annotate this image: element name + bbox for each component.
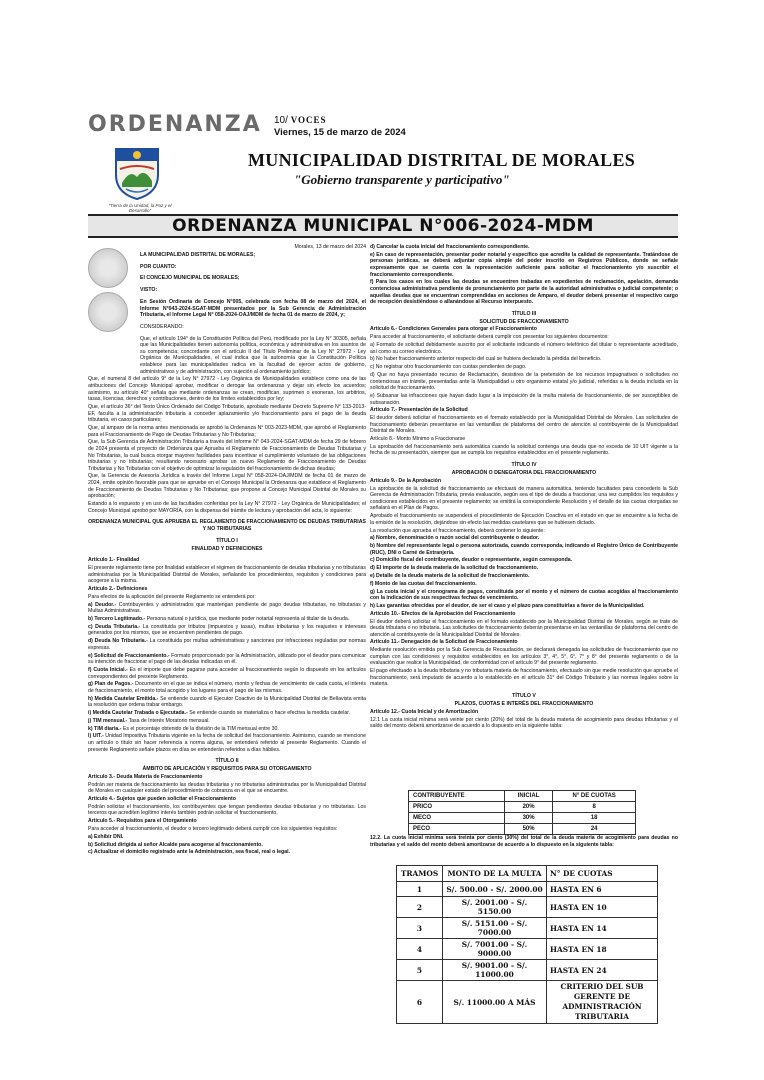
definition-item xyxy=(88,616,366,623)
art4-text: Podrán solicitar el fraccionamiento, los contribuyentes que tengan pendientes deudas tributarias y no tributarias. Los terceros que acrediten legítimo interés también podrán solicitar el fraccionamiento. xyxy=(88,803,366,817)
definition-item xyxy=(88,653,366,666)
right-column xyxy=(370,244,678,731)
art6-item: b) No haber fraccionamiento anterior respecto del cual se hubiera declarado la pérdida del beneficio. xyxy=(370,356,602,363)
publication-name: VOCES xyxy=(290,115,327,125)
definition-term: b) Tercero Legitimado.- xyxy=(88,616,146,623)
considerando-6: Que, la Gerencia de Asesoría Jurídica a través del Informe Legal N° 058-2024-OAJ/MDM de fecha 01 de marzo de 2024, emite opinión favorable para que se apruebe en el Concejo Municipal la Ordenanza que establece el Reglamento de Fraccionamiento de Deudas Tributarias y No Tributarias; que propone al Concejo Municipal Distrital de Morales su aprobación; xyxy=(88,473,366,500)
ordinance-heading: ORDENANZA MUNICIPAL QUE APRUEBA EL REGLAMENTO DE FRACCIONAMIENTO DE DEUDAS TRIBUTARIAS Y NO TRIBUTARIAS xyxy=(88,519,366,532)
table-cell: S/. 7001.00 - S/. 9000.00 xyxy=(443,939,547,960)
art12-title: Artículo 12.- Cuota Inicial y de Amortización xyxy=(370,708,479,715)
considerando-1: Que, el artículo 194° de la Constitución Política del Perú, modificado por la Ley N° 30305, señala que las Municipalidades tienen autonomía política, económica y administrativa en los asuntos de su competencia; concordante con el artículo II del Título Preliminar de la Ley N° 27972 - Ley Orgánica de Municipalidades, el cual indica que la autonomía que la Constitución Política establece para las municipalidades radica en la facultad de ejercer actos de gobierno, administrativos y de administración, con sujeción al ordenamiento jurídico; xyxy=(140,335,366,375)
art9-item: b) Nombre del representante legal o persona autorizada, cuando corresponda, indicando el Registro Único de Contribuyente (RUC), DNI o Carné de Extranjería. xyxy=(370,543,678,556)
definition-text: Se entiende cuando se materializa o hace efectiva la medida cautelar. xyxy=(189,710,351,717)
definition-item xyxy=(88,726,366,733)
art9-item: c) Domicilio fiscal del contribuyente, deudor o representante, según corresponda. xyxy=(370,557,573,564)
table-row xyxy=(397,882,658,897)
municipality-name: MUNICIPALIDAD DISTRITAL DE MORALES xyxy=(248,150,636,170)
definition-term: k) TIM diaria.- xyxy=(88,725,122,732)
art11-text-b: El pago efectuado a la deuda tributaria y no tributaria materia de fraccionamiento, efectuado sin que medie resolución que apruebe el fraccionamiento, será imputado de acuerdo a lo establecido en el artículo 31° del Código Tributario y las normas legales sobre la materia. xyxy=(370,668,678,688)
definition-item xyxy=(88,696,366,709)
definition-term: h) Medida Cautelar Emitida.- xyxy=(88,695,159,702)
art9-item: d) El importe de la deuda materia de la solicitud de fraccionamiento. xyxy=(370,565,539,572)
art6-title: Artículo 6.- Condiciones Generales para otorgar el Fraccionamiento xyxy=(370,326,537,333)
table-cell: S/. 500.00 - S/. 2000.00 xyxy=(443,882,547,897)
titulo-1: TÍTULO I xyxy=(216,537,238,544)
table-row xyxy=(409,813,636,824)
definition-text: Contribuyentes y administrados que mantengan pendiente de pago deudas tributarias, no tributarias y Multas Administrativas. xyxy=(88,601,366,615)
titulo-5-name: PLAZOS, CUOTAS E INTERÉS DEL FRACCIONAMIENTO xyxy=(454,700,594,707)
definition-term: i) Medida Cautelar Trabada o Ejecutada.- xyxy=(88,710,188,717)
art9-text-c: La resolución que aprueba el fraccionamiento, deberá contener lo siguiente: xyxy=(370,527,545,534)
table-cell: 3 xyxy=(397,918,443,939)
art2-intro: Para efectos de la aplicación del presente Reglamento se entenderá por: xyxy=(88,593,256,600)
definition-item xyxy=(88,710,366,717)
table-cell: 50% xyxy=(504,824,552,835)
definition-term: j) TIM mensual.- xyxy=(88,717,128,724)
definition-text: Tasa de Interés Moratorio mensual. xyxy=(128,717,210,724)
definition-text: La constituida por tributos (impuestos y tasas), multas tributarias y los reajustes e intereses generados por los mismos, que se encuentren pendientes de pago. xyxy=(88,623,366,637)
definition-text: Se entiende cuando el Ejecutor Coactivo de la Municipalidad Distrital de Bellavista emita la resolución que ordena trabar embargo. xyxy=(88,695,366,709)
art9-item: f) Monto de las cuotas del fraccionamiento. xyxy=(370,580,477,587)
table-cell: HASTA EN 6 xyxy=(547,882,658,897)
art5-item-e: e) En caso de representación, presentar poder notarial y específico que acredite la calidad de representante. Tratándose de personas jurídicas, se deberá adjuntar copia simple del poder inscrito en Registros Públicos, donde se señale expresamente que se cuenta con la representación suficiente para solicitar el fraccionamiento y/o suscribir el fraccionamiento correspondiente. xyxy=(370,251,678,278)
definition-text: La constituida por multas administrativas y sanciones por infracciones reguladas por normas expresas. xyxy=(88,638,366,651)
table-cell: PRICO xyxy=(409,802,505,813)
art1-title: Artículo 1.- Finalidad xyxy=(88,557,140,564)
ordinance-title-bar xyxy=(88,214,678,238)
titulo-2: TÍTULO II xyxy=(215,758,239,765)
definition-text: Unidad Impositiva Tributaria vigente en la fecha de solicitud del fraccionamiento. Asimismo, cuando se mencione un artículo o título sin hacer referencia a norma alguna, se entenderá referido al presente Reglamento. Cuando el presente Reglamento señale plazos en días se entenderán referidos a días hábiles. xyxy=(88,733,366,753)
table-cell: S/. 2001.00 - S/. 5150.00 xyxy=(443,897,547,918)
table-row xyxy=(397,960,658,981)
table-cell: 20% xyxy=(504,802,552,813)
art8-title: Artículo 8.- Monto Mínimo a Fraccionarse xyxy=(370,436,466,443)
art6-item: c) No registrar otro fraccionamiento con cuotas pendientes de pago. xyxy=(370,364,527,371)
page-number-line xyxy=(274,115,327,126)
art9-title: Artículo 9.- De la Aprobación xyxy=(370,477,442,484)
art6-item: e) Subsanar las infracciones que hayan dado lugar a la imposición de la multa materia de fraccionamiento, de ser susceptibles de subsanación. xyxy=(370,392,678,406)
art7-text: El deudor deberá solicitar el fraccionamiento en el formato establecido por la Municipalidad Distrital de Morales. Las solicitudes de fraccionamiento deberán presentarse en las ventanillas de plataforma del centro de atención al contribuyente de la Municipalidad Distrital de Morales. xyxy=(370,415,678,435)
titulo-1-name: FINALIDAD Y DEFINICIONES xyxy=(191,545,263,552)
section-title: ORDENANZA xyxy=(88,112,262,137)
contribuyente-table xyxy=(408,790,636,835)
table-row xyxy=(409,802,636,813)
table-cell: 8 xyxy=(553,802,636,813)
definition-item xyxy=(88,667,366,680)
definition-text: Documento en el que se indica el número, monto y fechas de vencimiento de cada cuota, el interés de fraccionamiento, el monto total acogido y los lugares para el pago de las mismas. xyxy=(88,681,366,694)
art6-item: d) Que no haya presentado recurso de Reclamación, desistires de la pretensión de los recursos impugnativos o solicitudes no contenciosas en trámite, presentadas ante la Municipalidad u otro organismo estatal y/o judicial, referidas a la deuda incluida en la solicitud de fraccionamiento. xyxy=(370,371,678,392)
definition-term: e) Solicitud de Fraccionamiento.- xyxy=(88,652,170,659)
table-row xyxy=(397,981,658,1024)
table-cell: 5 xyxy=(397,960,443,981)
definition-term: f) Cuota Inicial.- xyxy=(88,666,128,673)
tramos-table xyxy=(396,865,658,1024)
art6-text: Para acceder al fraccionamiento, el solicitante deberá cumplir con presentar los siguientes documentos: xyxy=(370,334,609,341)
titulo-3-name: SOLICITUD DE FRACCIONAMIENTO xyxy=(479,318,569,325)
table-header: TRAMOS xyxy=(397,866,443,882)
definition-item xyxy=(88,733,366,753)
table-cell: HASTA EN 10 xyxy=(547,897,658,918)
art5-item-a: a) Exhibir DNI. xyxy=(88,833,124,840)
table-cell: HASTA EN 14 xyxy=(547,918,658,939)
art2-title: Artículo 2.- Definiciones xyxy=(88,586,148,593)
table-cell: 4 xyxy=(397,939,443,960)
place-date: Morales, 13 de marzo del 2024 xyxy=(294,244,366,250)
art5-item-c: c) Actualizar el domicilio registrado ante la Administración, sea fiscal, real o legal. xyxy=(88,849,290,856)
table-header: MONTO DE LA MULTA xyxy=(443,866,547,882)
visto-text: En Sesión Ordinaria de Concejo N°005, celebrada con fecha 08 de marzo del 2024, el Informe N°043-2024-SGAT-MDM presentados por la Sub Gerencia de Administración Tributaria, el Informe Legal N° 058-2024-OAJ/MDM de fecha 01 de marzo de 2024, y; xyxy=(140,298,366,319)
table-header: INICIAL xyxy=(504,791,552,802)
table-header-row xyxy=(397,866,658,882)
table-cell: 30% xyxy=(504,813,552,824)
considerando-2: Que, el numeral 8 del artículo 9° de la Ley N° 27972 - Ley Orgánica de Municipalidades establece como una de las atribuciones del Concejo Municipal aprobar, modificar o derogar las ordenanzas y dejar sin efecto los acuerdos; asimismo, su artículo 40° señala que mediante ordenanzas se crean, modifican, suprimen o exoneran, los arbitrios, tasas, licencias, derechos y contribuciones, dentro de los límites establecidos por ley; xyxy=(88,376,366,403)
table-cell: S/. 9001.00 - S/. 11000.00 xyxy=(443,960,547,981)
art12-1-text: 12.1 La cuota inicial mínima será veinte por ciento (20%) del total de la deuda materia de acogimiento para deudas tributarias y el saldo del monto deberá amortizarse de acuerdo a lo dispuesto en la siguiente tabla: xyxy=(370,716,678,730)
definition-term: g) Plan de Pagos.- xyxy=(88,681,134,688)
considerando-5: Que, la Sub Gerencia de Administración Tributaria a través del Informe N° 043-2024-SGAT-MDM de fecha 29 de febrero de 2024 presenta el proyecto de Ordenanza que Aprueba el Reglamento de Fraccionamiento de Deudas Tributarias y No Tributarias, la cual busca otorgar mayores facilidades para incentivar el cumplimiento voluntario de las obligaciones tributarias y no tributarias; resultando necesario aprobar un nuevo Reglamento de Fraccionamiento de Deudas Tributarias y No Tributarias con el objetivo de optimizar la regulación del fraccionamiento de dichas deudas; xyxy=(88,439,366,472)
art4-title: Artículo 4.- Sujetos que pueden solicitar el Fraccionamiento xyxy=(88,796,236,803)
table-row xyxy=(397,918,658,939)
art12-2-text: 12.2. La cuota inicial mínima será treinta por ciento (30%) del total de la deuda materia de acogimiento para deudas no tributarias y el saldo del monto deberá amortizarse de acuerdo a lo dispuesto en la siguiente tabla: xyxy=(370,835,678,848)
art10-text: El deudor deberá solicitar el fraccionamiento en el formato establecido por la Municipalidad Distrital de Morales, según se trate de deuda tributaria o no tributaria. Las solicitudes de fraccionamiento deberán presentarse en las ventanillas de plataforma del centro de atención al contribuyente de la Municipalidad Distrital de Morales. xyxy=(370,618,678,638)
por-cuanto: POR CUANTO: xyxy=(140,263,177,270)
titulo-4-name: APROBACIÓN O DENEGATORIA DEL FRACCIONAMIENTO xyxy=(451,470,597,476)
definition-text: Persona natural o jurídica, que mediante poder notarial representa al titular de la deuda. xyxy=(146,616,350,623)
titulo-3: TÍTULO III xyxy=(511,310,537,317)
table-cell: PECO xyxy=(409,824,505,835)
titulo-5: TÍTULO V xyxy=(512,693,536,700)
art9-item: a) Nombre, denominación o razón social del contribuyente o deudor. xyxy=(370,535,540,542)
titulo-4: TÍTULO IV xyxy=(511,462,537,469)
definition-item xyxy=(88,718,366,725)
considerando-label: CONSIDERANDO: xyxy=(140,323,184,330)
art9-item: h) Las garantías ofrecidas por el deudor, de ser el caso y el plazo para constituirlas a favor de la Municipalidad. xyxy=(370,602,645,609)
art9-item: g) La cuota inicial y el cronograma de pagos, constituida por el monto y el número de cuotas acogidas al fraccionamiento con la indicación de sus respectivas fechas de vencimiento. xyxy=(370,588,678,602)
table-cell: HASTA EN 24 xyxy=(547,960,658,981)
art3-title: Artículo 3.- Deuda Materia de Fraccionamiento xyxy=(88,773,203,780)
definition-item xyxy=(88,624,366,637)
art5-text: Para acceder al fraccionamiento, el deudor o tercero legitimado deberá cumplir con los siguientes requisitos: xyxy=(88,826,338,833)
art5-item-d: d) Cancelar la cuota inicial del fraccionamiento correspondiente. xyxy=(370,244,530,250)
table-cell: HASTA EN 18 xyxy=(547,939,658,960)
table-row xyxy=(397,939,658,960)
table-cell: 24 xyxy=(553,824,636,835)
table-header: CONTRIBUYENTE xyxy=(409,791,505,802)
considerando-7: Estando a lo expuesto y en uso de las facultades conferidas por la Ley N° 27972 - Ley Orgánica de Municipalidades; el Concejo Municipal aprobó por MAYORÍA, con la dispensa del trámite de lectura y aprobación del acta, lo siguiente: xyxy=(88,501,366,514)
art8-text: La aprobación del fraccionamiento será automática cuando la solicitud contenga una deuda que no exceda de 10 UIT vigente a la fecha de su presentación, siempre que se cumpla los requisitos establecidos en el presente reglamento. xyxy=(370,443,678,457)
municipal-crest-icon xyxy=(112,143,162,201)
publication-date: Viernes, 15 de marzo de 2024 xyxy=(274,127,406,138)
definitions-list xyxy=(88,602,366,754)
ordinance-title: ORDENANZA MUNICIPAL N°006-2024-MDM xyxy=(172,216,594,236)
art11-title: Artículo 11.- Denegación de la Solicitud de Fraccionamiento xyxy=(370,639,518,646)
definition-text: Formato proporcionado por la Administración, utilizado por el deudor para comunicar su intención de fraccionar el pago de las deudas indicadas en él. xyxy=(88,652,366,666)
table-header: N° DE CUOTAS xyxy=(547,866,658,882)
art1-text: El presente reglamento tiene por finalidad establecer el régimen de fraccionamiento de deudas tributarias y no tributarias administradas por la Municipalidad Distrital de Morales, señalando los procedimientos, requisitos y condiciones para acogerse a la misma. xyxy=(88,565,366,585)
left-column xyxy=(88,244,366,857)
table-header-row xyxy=(409,791,636,802)
definition-term: c) Deuda Tributaria.- xyxy=(88,623,141,630)
considerando-4: Que, al amparo de la norma antes mencionada se aprobó la Ordenanza N° 003-2023-MDM, que aprobó el Reglamento para el Fraccionamiento de Pago de Deudas Tributarias y No Tributarias; xyxy=(88,424,366,438)
table-cell: S/. 5151.00 - S/. 7000.00 xyxy=(443,918,547,939)
art9-item: e) Detalle de la deuda materia de la solicitud de fraccionamiento. xyxy=(370,573,530,579)
table-header: N° DE CUOTAS xyxy=(553,791,636,802)
considerando-3: Que, el artículo 36° del Texto Único Ordenado del Código Tributario, aprobado mediante Decreto Supremo N° 133-2013-EF, faculta a la administración tributaria a conceder aplazamiento y/o fraccionamiento para el pago de la deuda tributaria, en casos particulares; xyxy=(88,403,366,424)
definition-term: d) Deuda No Tributaria.- xyxy=(88,638,148,645)
table-cell: 2 xyxy=(397,897,443,918)
table-cell: 18 xyxy=(553,813,636,824)
table-row xyxy=(409,824,636,835)
art3-text: Podrán ser materia de fraccionamiento las deudas tributarias y no tributarias administradas por la Municipalidad Distrital de Morales en cualquier estado del procedimiento de cobranza en el que se encuentre. xyxy=(88,781,366,795)
definition-item xyxy=(88,602,366,615)
titulo-2-name: ÁMBITO DE APLICACIÓN Y REQUISITOS PARA SU OTORGAMIENTO xyxy=(142,766,312,773)
art6-item: a) Formato de solicitud debidamente suscrito por el solicitante indicando el número telefónico del titular o representante acreditado, así como su correo electrónico. xyxy=(370,342,678,355)
page-number: 10/ xyxy=(274,115,288,126)
table-cell: 1 xyxy=(397,882,443,897)
definition-text: Es el porcentaje obtenido de la división de la TIM mensual entre 30. xyxy=(122,725,279,732)
definition-term: a) Deudor.- xyxy=(88,601,117,608)
art5-item-f: f) Para los casos en los cuales las deudas se encuentren trabadas en expedientes de reclamación, apelación, demanda contenciosa administrativa pendiente de pronunciamiento por parte de la autoridad administrativa o judicial competente; o aquellas deudas que se encuentran comprendidas en acciones de Amparo, el deudor deberá presentar el respectivo cargo de recepción desistiéndose o allanándose al Recurso interpuesto. xyxy=(370,279,678,306)
addressee: LA MUNICIPALIDAD DISTRITAL DE MORALES; xyxy=(140,251,256,258)
art10-title: Artículo 10.- Efectos de la Aprobación del Fraccionamiento xyxy=(370,610,516,617)
table-row xyxy=(397,897,658,918)
crest-motto: "Tierra de la Unidad, la Paz y el Desarrollo" xyxy=(108,203,172,213)
municipality-slogan: "Gobierno transparente y participativo" xyxy=(294,172,510,187)
definition-item xyxy=(88,681,366,694)
table-cell: MECO xyxy=(409,813,505,824)
art5-title: Artículo 5.- Requisitos para el Otorgamiento xyxy=(88,818,197,825)
visto-label: VISTO: xyxy=(140,287,158,294)
art11-text: Mediante resolución emitida por la Sub Gerencia de Recaudación, se declarará denegada las solicitudes de fraccionamiento que no cumplan con las condiciones y requisitos establecidos en los artículos 3°, 4°, 5°, 6°, 7° y 8° del presente reglamento o de la evaluación que realice la Municipalidad, de conformidad con el artículo 9° del presente reglamento. xyxy=(370,647,678,667)
table-cell: 6 xyxy=(397,981,443,1024)
definition-term: l) UIT.- xyxy=(88,733,104,740)
art7-title: Artículo 7.- Presentación de la Solicitud xyxy=(370,407,468,414)
art5-item-b: b) Solicitud dirigida al señor Alcalde para acogerse al fraccionamiento. xyxy=(88,841,263,848)
table-cell: CRITERIO DEL SUB GERENTE DE ADMINISTRACIÓN TRIBUTARIA xyxy=(547,981,658,1024)
definition-text: Es el importe que debe pagarse para acceder al fraccionamiento según lo dispuesto en los artículos correspondientes del presente Reglamento. xyxy=(88,666,367,680)
art9-text-b: Aprobado el fraccionamiento se suspenderá el procedimiento de Ejecución Coactiva en el estado en que se encuentre a la fecha de la emisión de la resolución, dejándose sin efecto las medidas cautelares que se hubiesen dictado. xyxy=(370,513,678,526)
concejo: El CONCEJO MUNICIPAL DE MORALES; xyxy=(140,275,240,282)
table-cell: S/. 11000.00 A MÁS xyxy=(443,981,547,1024)
art9-text: La aprobación de la solicitud de fraccionamiento se efectuará de manera automática, teniendo facultades para concederlo la Sub Gerencia de Administración Tributaria, previa evaluación, según sea el tipo de deuda a fraccionar, una vez cumplidos los requisitos y condiciones establecidos en el presente reglamento; se emitirá la correspondiente Resolución y el detalle de las cuotas otorgadas se señalará en el Plan de Pagos. xyxy=(370,485,678,512)
definition-item xyxy=(88,638,366,651)
